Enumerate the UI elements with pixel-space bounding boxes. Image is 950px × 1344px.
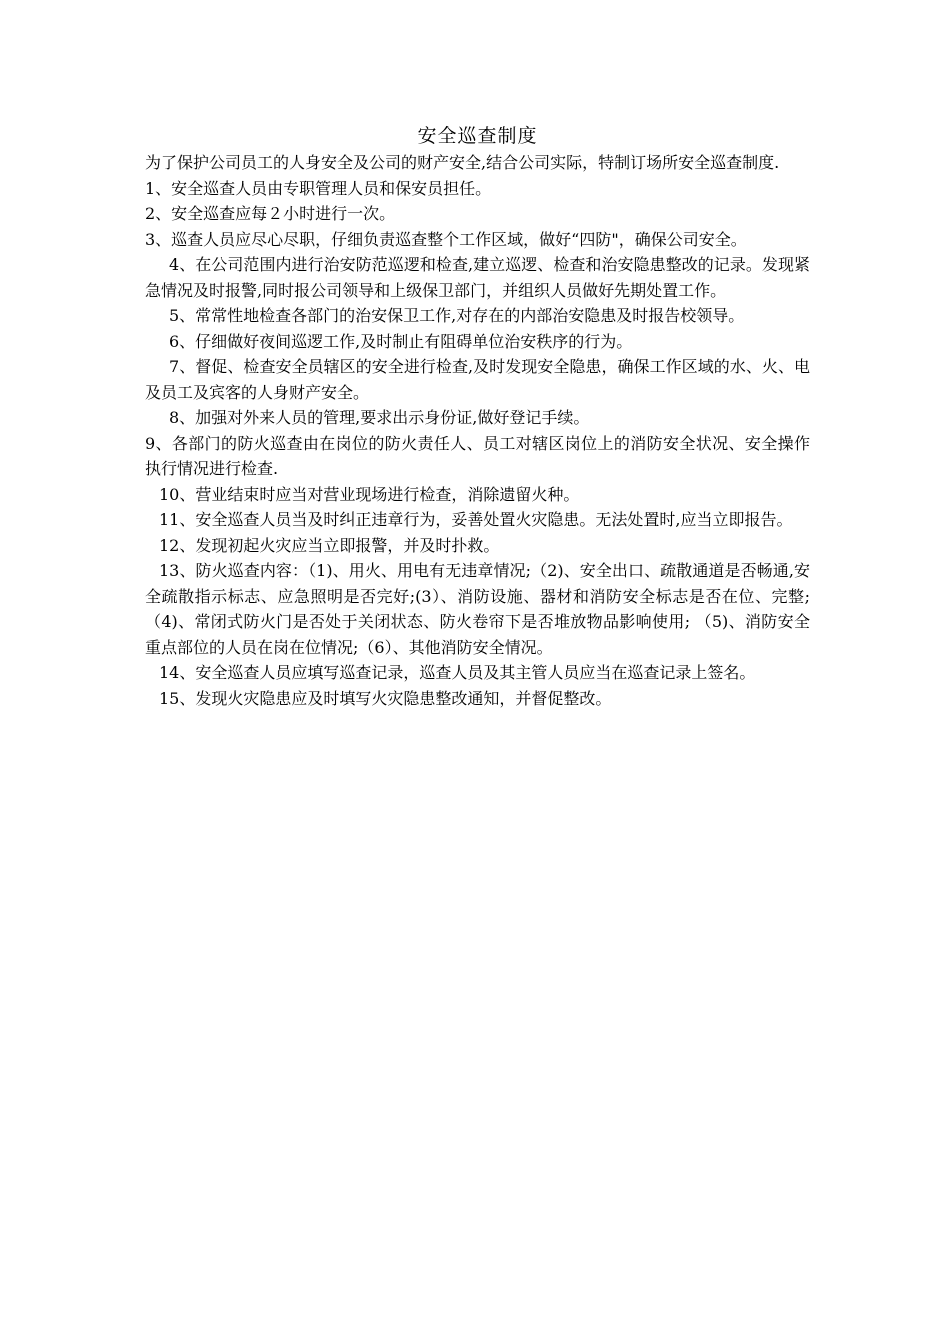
- rule-item-6: 6、仔细做好夜间巡逻工作,及时制止有阻碍单位治安秩序的行为。: [169, 331, 633, 351]
- rule-item-14: 14、安全巡查人员应填写巡查记录，巡查人员及其主管人员应当在巡查记录上签名。: [159, 663, 756, 682]
- rule-item-1: 1、安全巡查人员由专职管理人员和保安员担任。: [145, 178, 492, 198]
- document-page: [145, 122, 810, 711]
- rule-item-13: 13、防火巡查内容：（1)、用火、用电有无违章情况;（2)、安全出口、疏散通道是否畅通,安全疏散指示标志、应急照明是否完好;(3）、消防设施、器材和消防安全标志是否在位、完整;（4)、常闭式防火门是否处于关闭状态、防火卷帘下是否堆放物品影响使用; （5)、消防安全重点部位的人员在岗在位情况;（6）、其他消防安全情况。: [145, 561, 810, 657]
- rule-item-7: 7、督促、检查安全员辖区的安全进行检查,及时发现安全隐患，确保工作区域的水、火、电及员工及宾客的人身财产安全。: [145, 357, 810, 402]
- rule-item-9: 9、各部门的防火巡查由在岗位的防火责任人、员工对辖区岗位上的消防安全状况、安全操作执行情况进行检查.: [145, 433, 810, 478]
- rule-item-4: 4、在公司范围内进行治安防范巡逻和检查,建立巡逻、检查和治安隐患整改的记录。发现紧急情况及时报警,同时报公司领导和上级保卫部门，并组织人员做好先期处置工作。: [145, 255, 810, 300]
- rule-item-11: 11、安全巡查人员当及时纠正违章行为，妥善处置火灾隐患。无法处置时,应当立即报告。: [159, 510, 793, 529]
- rule-item-15: 15、发现火灾隐患应及时填写火灾隐患整改通知，并督促整改。: [159, 688, 612, 708]
- rule-item-12: 12、发现初起火灾应当立即报警，并及时扑救。: [159, 535, 500, 555]
- document-title: 安全巡查制度: [417, 125, 538, 147]
- rule-item-2: 2、安全巡查应每２小时进行一次。: [145, 204, 396, 223]
- rule-item-8: 8、加强对外来人员的管理,要求出示身份证,做好登记手续。: [169, 408, 590, 427]
- rule-item-3: 3、巡查人员应尽心尽职，仔细负责巡查整个工作区域，做好“四防"，确保公司安全。: [145, 229, 747, 249]
- rule-item-5: 5、常常性地检查各部门的治安保卫工作,对存在的内部治安隐患及时报告校领导。: [169, 306, 745, 325]
- rule-item-10: 10、营业结束时应当对营业现场进行检查，消除遗留火种。: [159, 484, 580, 504]
- intro-paragraph: 为了保护公司员工的人身安全及公司的财产安全,结合公司实际，特制订场所安全巡查制度.: [145, 153, 780, 172]
